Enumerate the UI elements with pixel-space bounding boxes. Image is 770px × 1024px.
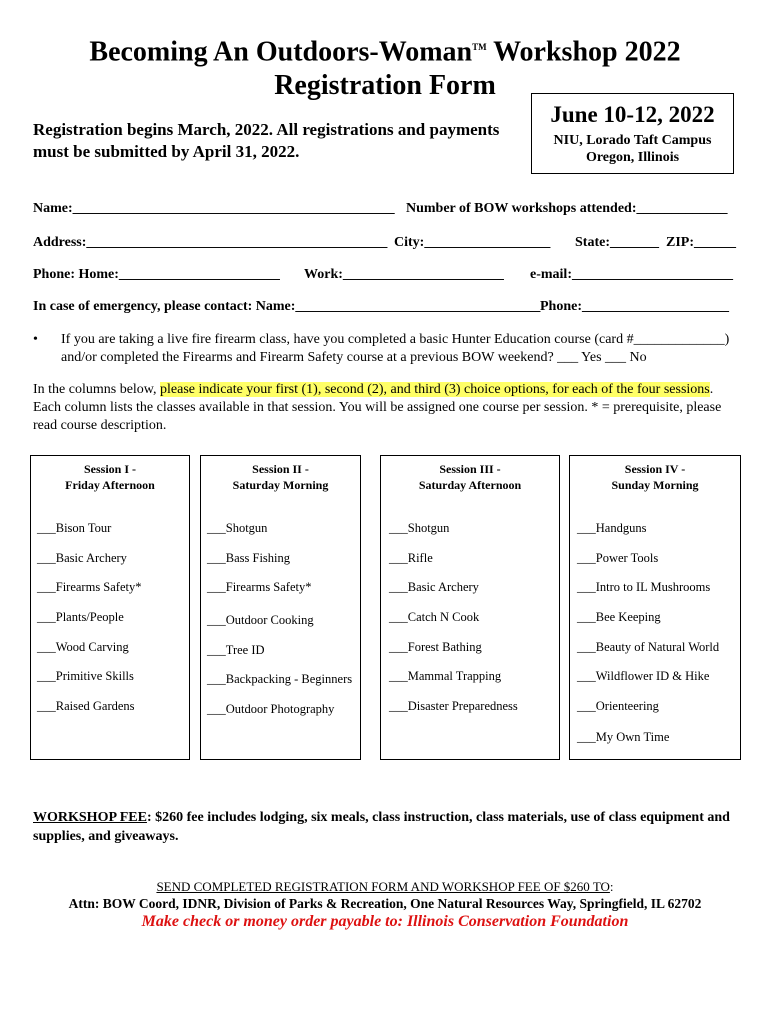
session-1-option[interactable]: ___Primitive Skills: [37, 669, 134, 683]
zip-field[interactable]: ZIP:______: [666, 235, 736, 250]
session-2-option[interactable]: ___Tree ID: [207, 643, 265, 657]
session-2-option[interactable]: ___Bass Fishing: [207, 551, 291, 565]
session-4-option[interactable]: ___Wildflower ID & Hike: [577, 669, 710, 683]
session-1-subtitle: Friday Afternoon: [65, 478, 155, 492]
session-4-title: Session IV -: [624, 462, 686, 476]
session-4-subtitle: Sunday Morning: [611, 478, 699, 492]
session-1-column: [30, 455, 190, 760]
event-date: June 10-12, 2022: [550, 102, 715, 127]
session-2-subtitle: Saturday Morning: [232, 478, 329, 492]
payable-to: Make check or money order payable to: Illinois Conservation Foundation: [141, 913, 629, 930]
session-3-option[interactable]: ___Disaster Preparedness: [389, 699, 518, 713]
session-4-option[interactable]: ___Beauty of Natural World: [577, 640, 720, 654]
workshop-fee: [33, 808, 733, 846]
city-field[interactable]: City:__________________: [394, 235, 551, 250]
instructions-part2: . Each column lists the classes available in that session. You will be assigned one course per session. * = prerequisite, please read course description.: [33, 382, 722, 433]
session-2-option[interactable]: ___Shotgun: [207, 521, 268, 535]
instructions-highlight: please indicate your first (1), second (2), and third (3) choice options, for each of the four sessions: [160, 382, 710, 397]
fee-text: : $260 fee includes lodging, six meals, class instruction, class materials, use of class equipment and supplies, and giveaways.: [33, 810, 730, 844]
hunter-education-question: If you are taking a live fire firearm class, have you completed a basic Hunter Education course (card #_____________) and/or completed the Firearms and Firearm Safety course at a previous BOW weekend? ___ Yes ___ No: [61, 332, 730, 365]
emergency-phone-field[interactable]: Phone:_____________________: [540, 299, 729, 314]
session-3-option[interactable]: ___Shotgun: [389, 521, 450, 535]
session-4-option[interactable]: ___Orienteering: [577, 699, 659, 713]
session-3-title: Session III -: [439, 462, 501, 476]
mailing-address: Attn: BOW Coord, IDNR, Division of Parks & Recreation, One Natural Resources Way, Springfield, IL 62702: [68, 896, 702, 911]
state-field[interactable]: State:_______: [575, 235, 659, 250]
session-1-option[interactable]: ___Bison Tour: [37, 521, 112, 535]
session-3-option[interactable]: ___Basic Archery: [389, 580, 479, 594]
session-2-option[interactable]: ___Outdoor Cooking: [207, 613, 314, 627]
event-box: [531, 93, 734, 174]
event-location-line1: NIU, Lorado Taft Campus: [553, 133, 712, 148]
title-line2: Registration Form: [274, 70, 496, 102]
bullet-symbol: •: [33, 332, 38, 347]
event-location-line2: Oregon, Illinois: [585, 150, 680, 165]
session-4-column: [569, 455, 741, 760]
session-1-option[interactable]: ___Plants/People: [37, 610, 124, 624]
session-4-header: [569, 455, 741, 500]
session-3-column: [380, 455, 560, 760]
session-3-option[interactable]: ___Mammal Trapping: [389, 669, 502, 683]
session-4-option[interactable]: ___Bee Keeping: [577, 610, 661, 624]
session-3-option[interactable]: ___Rifle: [389, 551, 433, 565]
session-4-option[interactable]: ___Power Tools: [577, 551, 659, 565]
trademark: TM: [472, 42, 487, 52]
session-4-option[interactable]: ___My Own Time: [577, 730, 670, 744]
session-3-header: [380, 455, 560, 500]
emergency-contact-field[interactable]: In case of emergency, please contact: Name:___________________________________: [33, 299, 541, 314]
session-1-header: [30, 455, 190, 500]
send-colon: :: [609, 879, 614, 894]
session-4-option[interactable]: ___Handguns: [577, 521, 647, 535]
send-text: SEND COMPLETED REGISTRATION FORM AND WORKSHOP FEE OF $260 TO: [156, 879, 610, 894]
title-line1-a: Becoming An Outdoors-Woman: [89, 36, 473, 68]
home-phone-field[interactable]: Phone: Home:_______________________: [33, 267, 280, 282]
title-line1-b: Workshop 2022: [486, 36, 681, 68]
session-3-option[interactable]: ___Forest Bathing: [389, 640, 482, 654]
session-1-option[interactable]: ___Basic Archery: [37, 551, 127, 565]
work-phone-field[interactable]: Work:_______________________: [304, 267, 504, 282]
send-instructions: [0, 879, 770, 895]
session-1-option[interactable]: ___Raised Gardens: [37, 699, 135, 713]
session-2-option[interactable]: ___Backpacking - Beginners: [207, 672, 353, 686]
instructions-part1: In the columns below,: [33, 382, 161, 397]
session-3-option[interactable]: ___Catch N Cook: [389, 610, 480, 624]
session-2-option[interactable]: ___Firearms Safety*: [207, 580, 312, 594]
session-1-option[interactable]: ___Firearms Safety*: [37, 580, 142, 594]
registration-intro: Registration begins March, 2022. All registrations and payments must be submitted by April 31, 2022.: [33, 120, 500, 161]
session-instructions: [33, 381, 743, 435]
email-field[interactable]: e-mail:_______________________: [530, 267, 733, 282]
session-2-option[interactable]: ___Outdoor Photography: [207, 702, 335, 716]
fee-label: WORKSHOP FEE: [33, 810, 147, 825]
session-4-option[interactable]: ___Intro to IL Mushrooms: [577, 580, 711, 594]
session-2-header: [200, 455, 361, 500]
session-3-subtitle: Saturday Afternoon: [418, 478, 522, 492]
session-1-title: Session I -: [83, 462, 136, 476]
session-1-option[interactable]: ___Wood Carving: [37, 640, 129, 654]
address-field[interactable]: Address:___________________________________________: [33, 235, 388, 250]
session-2-title: Session II -: [252, 462, 309, 476]
name-field[interactable]: Name:______________________________________________: [33, 201, 395, 216]
workshops-attended-field[interactable]: Number of BOW workshops attended:_____________: [406, 201, 728, 216]
